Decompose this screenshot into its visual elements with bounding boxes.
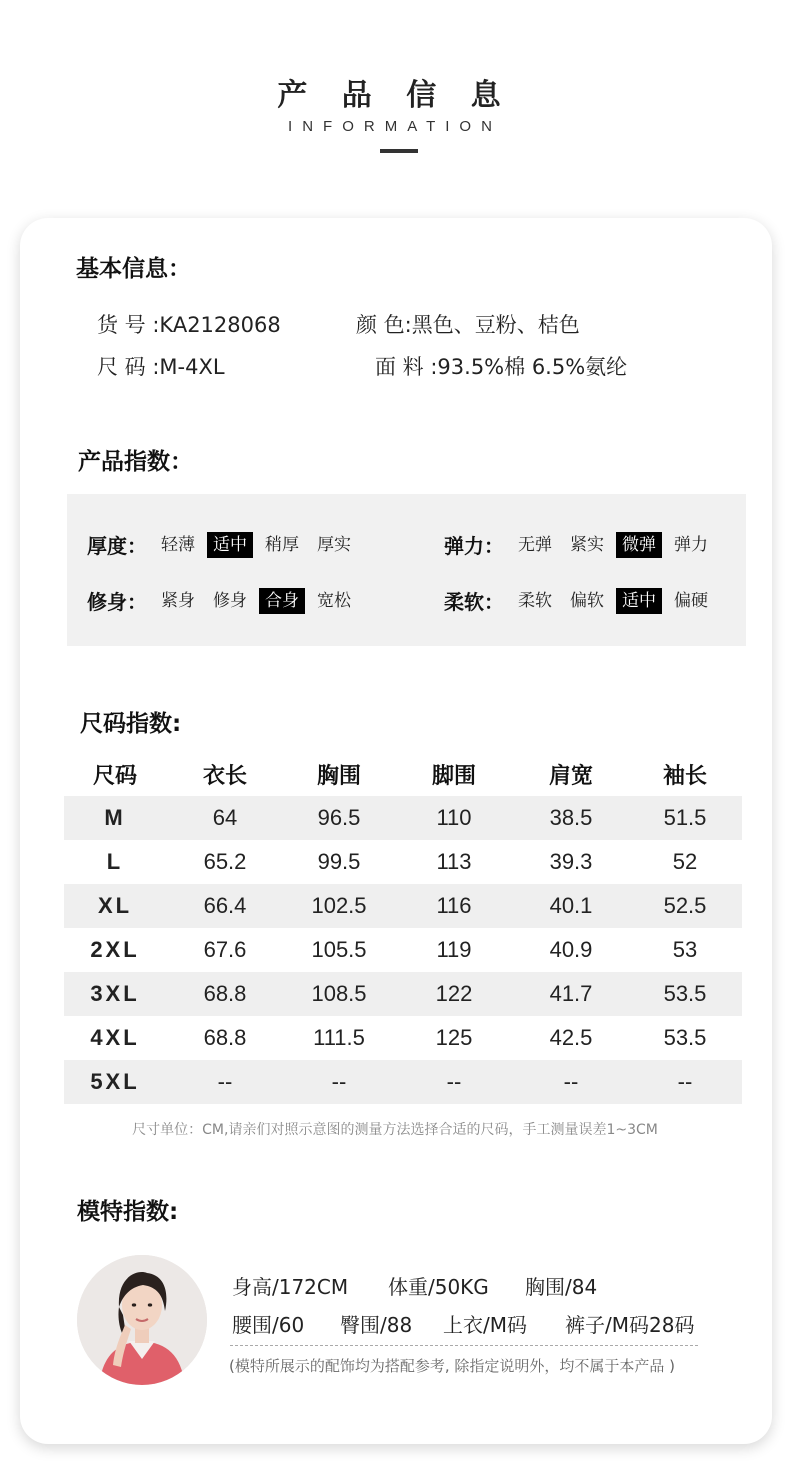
model-index-title: 模特指数: bbox=[77, 1199, 179, 1225]
index-label: 厚度： bbox=[87, 534, 147, 558]
table-cell: 105.5 bbox=[311, 937, 367, 962]
index-option: 柔软 bbox=[518, 590, 552, 611]
table-cell: 125 bbox=[435, 1025, 473, 1050]
page-subtitle: INFORMATION bbox=[288, 118, 502, 135]
index-option: 修身 bbox=[213, 590, 247, 611]
model-avatar bbox=[77, 1255, 207, 1385]
model-note: (模特所展示的配饰均为搭配参考, 除指定说明外，均不属于本产品 ) bbox=[229, 1357, 676, 1375]
index-option: 紧身 bbox=[161, 590, 195, 611]
table-cell: 68.8 bbox=[166, 972, 284, 1016]
table-cell: 66.4 bbox=[166, 884, 284, 928]
table-cell: 99.5 bbox=[317, 849, 361, 874]
index-option-selected: 合身 bbox=[259, 588, 305, 614]
table-cell: 42.5 bbox=[549, 1025, 593, 1050]
index-option-selected: 适中 bbox=[616, 588, 662, 614]
size-note: 尺寸单位：CM,请亲们对照示意图的测量方法选择合适的尺码，手工测量误差1~3CM bbox=[132, 1122, 658, 1138]
col-header: 肩宽 bbox=[548, 763, 593, 789]
table-cell: 52 bbox=[672, 849, 698, 874]
softness-row bbox=[444, 586, 720, 615]
model-height: 身高/172CM bbox=[232, 1275, 349, 1299]
index-option: 偏软 bbox=[570, 590, 604, 611]
table-cell: 102.5 bbox=[284, 884, 394, 928]
model-pants-size: 裤子/M码28码 bbox=[565, 1313, 695, 1337]
index-option: 轻薄 bbox=[161, 534, 195, 555]
table-row bbox=[64, 840, 742, 884]
index-option: 弹力 bbox=[674, 534, 708, 555]
table-cell: 110 bbox=[394, 796, 514, 840]
table-row bbox=[64, 1016, 742, 1060]
table-cell: 51.5 bbox=[628, 796, 742, 840]
table-row bbox=[64, 972, 742, 1016]
size-cell: 4XL bbox=[90, 1025, 140, 1050]
index-option: 偏硬 bbox=[674, 590, 708, 611]
table-cell: 53.5 bbox=[628, 972, 742, 1016]
table-cell: 40.9 bbox=[549, 937, 593, 962]
model-hip: 臀围/88 bbox=[340, 1313, 413, 1337]
index-label: 柔软： bbox=[444, 590, 504, 614]
title-underline bbox=[380, 149, 418, 153]
model-top-size: 上衣/M码 bbox=[443, 1313, 527, 1337]
table-cell: -- bbox=[514, 1060, 628, 1104]
size-range: 尺 码 :M-4XL bbox=[97, 355, 225, 379]
index-option: 稍厚 bbox=[265, 534, 299, 555]
model-waist: 腰围/60 bbox=[232, 1313, 305, 1337]
size-cell: XL bbox=[64, 884, 166, 928]
table-cell: 38.5 bbox=[514, 796, 628, 840]
table-row bbox=[64, 1060, 742, 1104]
table-cell: 53 bbox=[672, 937, 698, 962]
table-cell: -- bbox=[284, 1060, 394, 1104]
table-cell: 111.5 bbox=[313, 1025, 365, 1050]
table-cell: 41.7 bbox=[514, 972, 628, 1016]
table-cell: -- bbox=[394, 1060, 514, 1104]
size-cell: 3XL bbox=[64, 972, 166, 1016]
model-bust: 胸围/84 bbox=[525, 1275, 598, 1299]
item-number: 货 号 :KA2128068 bbox=[97, 313, 281, 337]
table-cell: 119 bbox=[436, 937, 472, 962]
table-cell: 65.2 bbox=[203, 849, 247, 874]
index-option: 紧实 bbox=[570, 534, 604, 555]
model-photo-icon bbox=[77, 1255, 207, 1385]
table-cell: 122 bbox=[394, 972, 514, 1016]
table-cell: 39.3 bbox=[549, 849, 593, 874]
basic-info-title: 基本信息： bbox=[76, 256, 191, 282]
elasticity-row bbox=[444, 530, 720, 559]
index-label: 弹力： bbox=[444, 534, 504, 558]
fit-row bbox=[87, 586, 363, 615]
table-cell: 67.6 bbox=[203, 937, 247, 962]
thickness-row bbox=[87, 530, 363, 559]
size-cell: 2XL bbox=[90, 937, 140, 962]
size-cell: M bbox=[64, 796, 166, 840]
table-row bbox=[64, 796, 742, 840]
index-label: 修身： bbox=[87, 590, 147, 614]
model-divider bbox=[230, 1345, 698, 1346]
table-cell: 113 bbox=[436, 849, 472, 874]
model-weight: 体重/50KG bbox=[388, 1275, 489, 1299]
size-table bbox=[64, 752, 742, 1104]
table-cell: 68.8 bbox=[203, 1025, 247, 1050]
product-index-title: 产品指数： bbox=[78, 449, 193, 475]
table-cell: -- bbox=[628, 1060, 742, 1104]
table-cell: 40.1 bbox=[514, 884, 628, 928]
color-info: 颜 色:黑色、豆粉、桔色 bbox=[356, 313, 580, 337]
page-title: 产 品 信 息 bbox=[277, 78, 513, 113]
product-index-box bbox=[67, 494, 746, 646]
table-cell: 96.5 bbox=[284, 796, 394, 840]
index-option: 厚实 bbox=[317, 534, 351, 555]
size-cell: 5XL bbox=[64, 1060, 166, 1104]
table-cell: 64 bbox=[166, 796, 284, 840]
table-row bbox=[64, 928, 742, 972]
index-option-selected: 适中 bbox=[207, 532, 253, 558]
index-option: 无弹 bbox=[518, 534, 552, 555]
col-header: 衣长 bbox=[202, 763, 247, 789]
size-table-header bbox=[64, 752, 742, 796]
col-header: 脚围 bbox=[431, 763, 476, 789]
col-header: 胸围 bbox=[316, 763, 361, 789]
index-option: 宽松 bbox=[317, 590, 351, 611]
index-option-selected: 微弹 bbox=[616, 532, 662, 558]
table-cell: 116 bbox=[394, 884, 514, 928]
table-row bbox=[64, 884, 742, 928]
table-cell: 53.5 bbox=[663, 1025, 707, 1050]
table-cell: 52.5 bbox=[628, 884, 742, 928]
fabric-info: 面 料 :93.5%棉 6.5%氨纶 bbox=[375, 355, 628, 379]
size-chart-title: 尺码指数: bbox=[80, 711, 182, 737]
table-cell: -- bbox=[166, 1060, 284, 1104]
col-header: 尺码 bbox=[92, 763, 137, 789]
col-header: 袖长 bbox=[662, 763, 707, 789]
table-cell: 108.5 bbox=[284, 972, 394, 1016]
size-cell: L bbox=[106, 849, 124, 874]
